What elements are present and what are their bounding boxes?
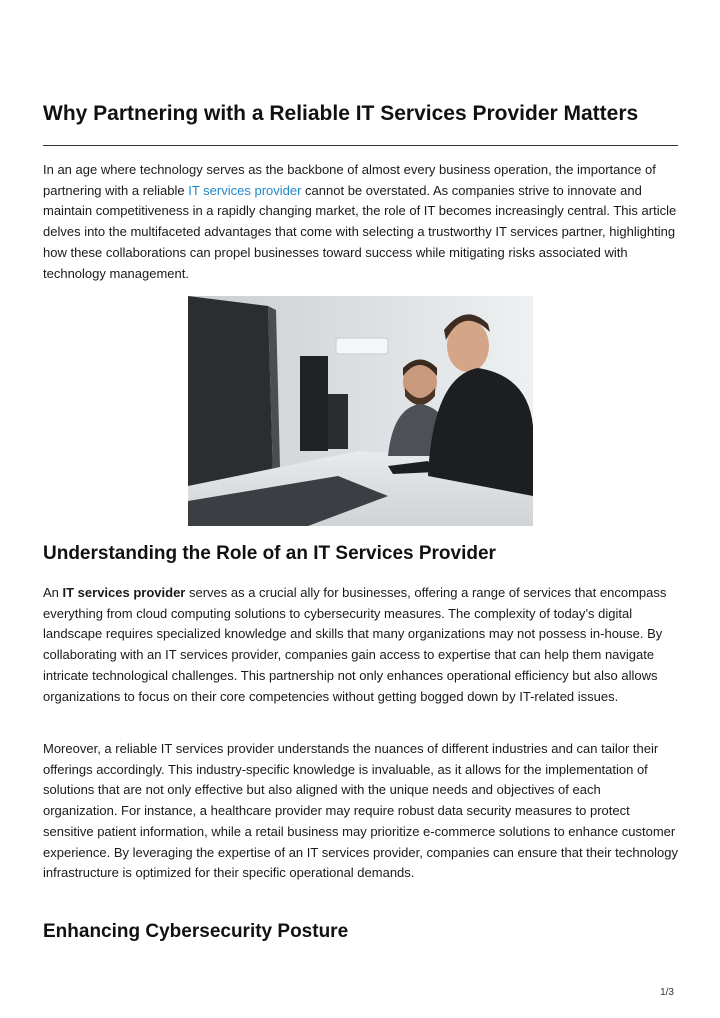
it-services-provider-link[interactable]: IT services provider — [188, 182, 302, 198]
section1-paragraph-1 — [43, 583, 679, 707]
p1-bold-term: IT services provider — [62, 585, 186, 600]
page-title: Why Partnering with a Reliable IT Services Provider Matters — [43, 102, 639, 125]
section-heading-cybersecurity: Enhancing Cybersecurity Posture — [43, 921, 349, 942]
title-divider — [43, 145, 678, 146]
intro-paragraph — [43, 160, 678, 284]
intro-text-after: cannot be overstated. As companies strive to innovate and maintain competitiveness in a rapidly changing market, the role of IT becomes increasingly central. This article delves into the multifaceted advantages that come with selecting a trustworthy IT services partner, highlighting how these collaborations can propel businesses toward success while mitigating risks associated with technology management. — [43, 182, 677, 281]
section1-paragraph-2: Moreover, a reliable IT services provider understands the nuances of different industries and can tailor their offerings accordingly. This industry-specific knowledge is invaluable, as it allows for the implementation of solutions that are not only effective but also aligned with the unique needs and objectives of each organization. For instance, a healthcare provider may require robust data security measures to protect sensitive patient information, while a retail business may prioritize e-commerce solutions to enhance customer experience. By leveraging the expertise of an IT services provider, companies can ensure that their technology infrastructure is optimized for their specific operational demands. — [43, 741, 678, 881]
section-heading-role: Understanding the Role of an IT Services Provider — [43, 543, 496, 564]
p1-rest: serves as a crucial ally for businesses, offering a range of services that encompass everything from cloud computing solutions to cybersecurity measures. The complexity of today’s digital landscape requires specialized knowledge and skills that many organizations may not possess in-house. By collaborating with an IT services provider, companies gain access to expertise that can help them navigate intricate technological challenges. This partnership not only enhances operational efficiency but also allows organizations to focus on their core competencies without getting bogged down by IT-related issues. — [43, 585, 667, 704]
p1-lead: An — [43, 585, 63, 600]
hero-image-office-workers — [188, 296, 533, 526]
page-number: 1/3 — [660, 987, 674, 998]
intro-text-before: In an age where technology serves as the backbone of almost every business operation, the importance of partnering with a reliable — [43, 162, 656, 198]
